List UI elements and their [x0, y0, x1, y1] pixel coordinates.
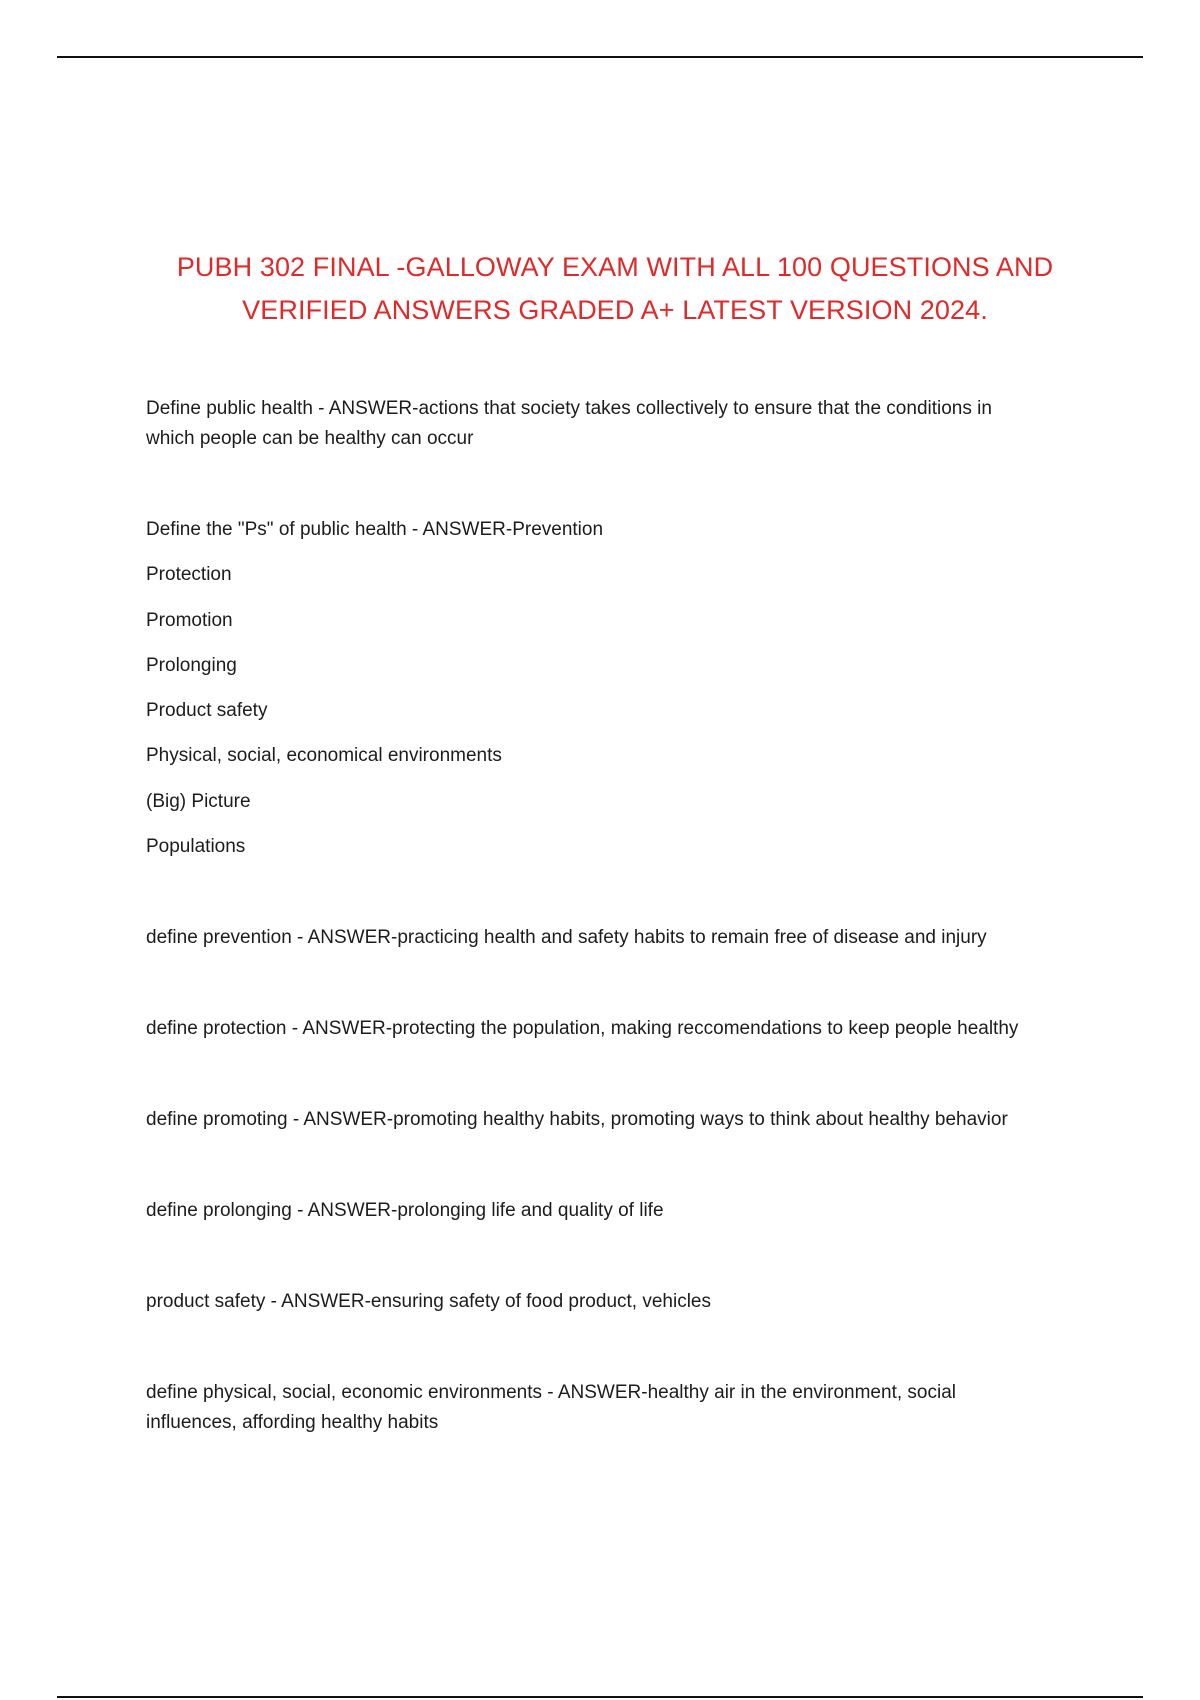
entry-line: define promoting - ANSWER-promoting healthy habits, promoting ways to think about healthy behavior: [146, 1109, 1008, 1130]
document-title: [100, 246, 1130, 332]
top-rule: [57, 56, 1143, 58]
entry-line: product safety - ANSWER-ensuring safety of food product, vehicles: [146, 1291, 711, 1312]
entry-line: Prolonging: [146, 655, 237, 676]
entry-line: Protection: [146, 564, 232, 585]
entry-line: Define the "Ps" of public health - ANSWER-Prevention: [146, 519, 604, 540]
entry-line: Promotion: [146, 610, 233, 631]
entry-line: Physical, social, economical environments: [146, 745, 502, 766]
bottom-rule: [57, 1696, 1143, 1698]
entry-line: define prevention - ANSWER-practicing health and safety habits to remain free of disease and injury: [146, 927, 987, 948]
entry-line: define physical, social, economic environments - ANSWER-healthy air in the environment, social: [146, 1382, 956, 1403]
entry-line: define protection - ANSWER-protecting the population, making reccomendations to keep people healthy: [146, 1018, 1019, 1039]
entry-line: which people can be healthy can occur: [146, 428, 474, 449]
entry-line: Populations: [146, 836, 246, 857]
entry-line: define prolonging - ANSWER-prolonging life and quality of life: [146, 1200, 664, 1221]
entry-line: (Big) Picture: [146, 791, 251, 812]
title-line: PUBH 302 FINAL -GALLOWAY EXAM WITH ALL 100 QUESTIONS AND: [176, 252, 1054, 282]
entry-line: Product safety: [146, 700, 268, 721]
title-line: VERIFIED ANSWERS GRADED A+ LATEST VERSION 2024.: [242, 295, 988, 325]
entry-line: Define public health - ANSWER-actions that society takes collectively to ensure that the conditions in: [146, 398, 992, 419]
entry-line: influences, affording healthy habits: [146, 1412, 439, 1433]
